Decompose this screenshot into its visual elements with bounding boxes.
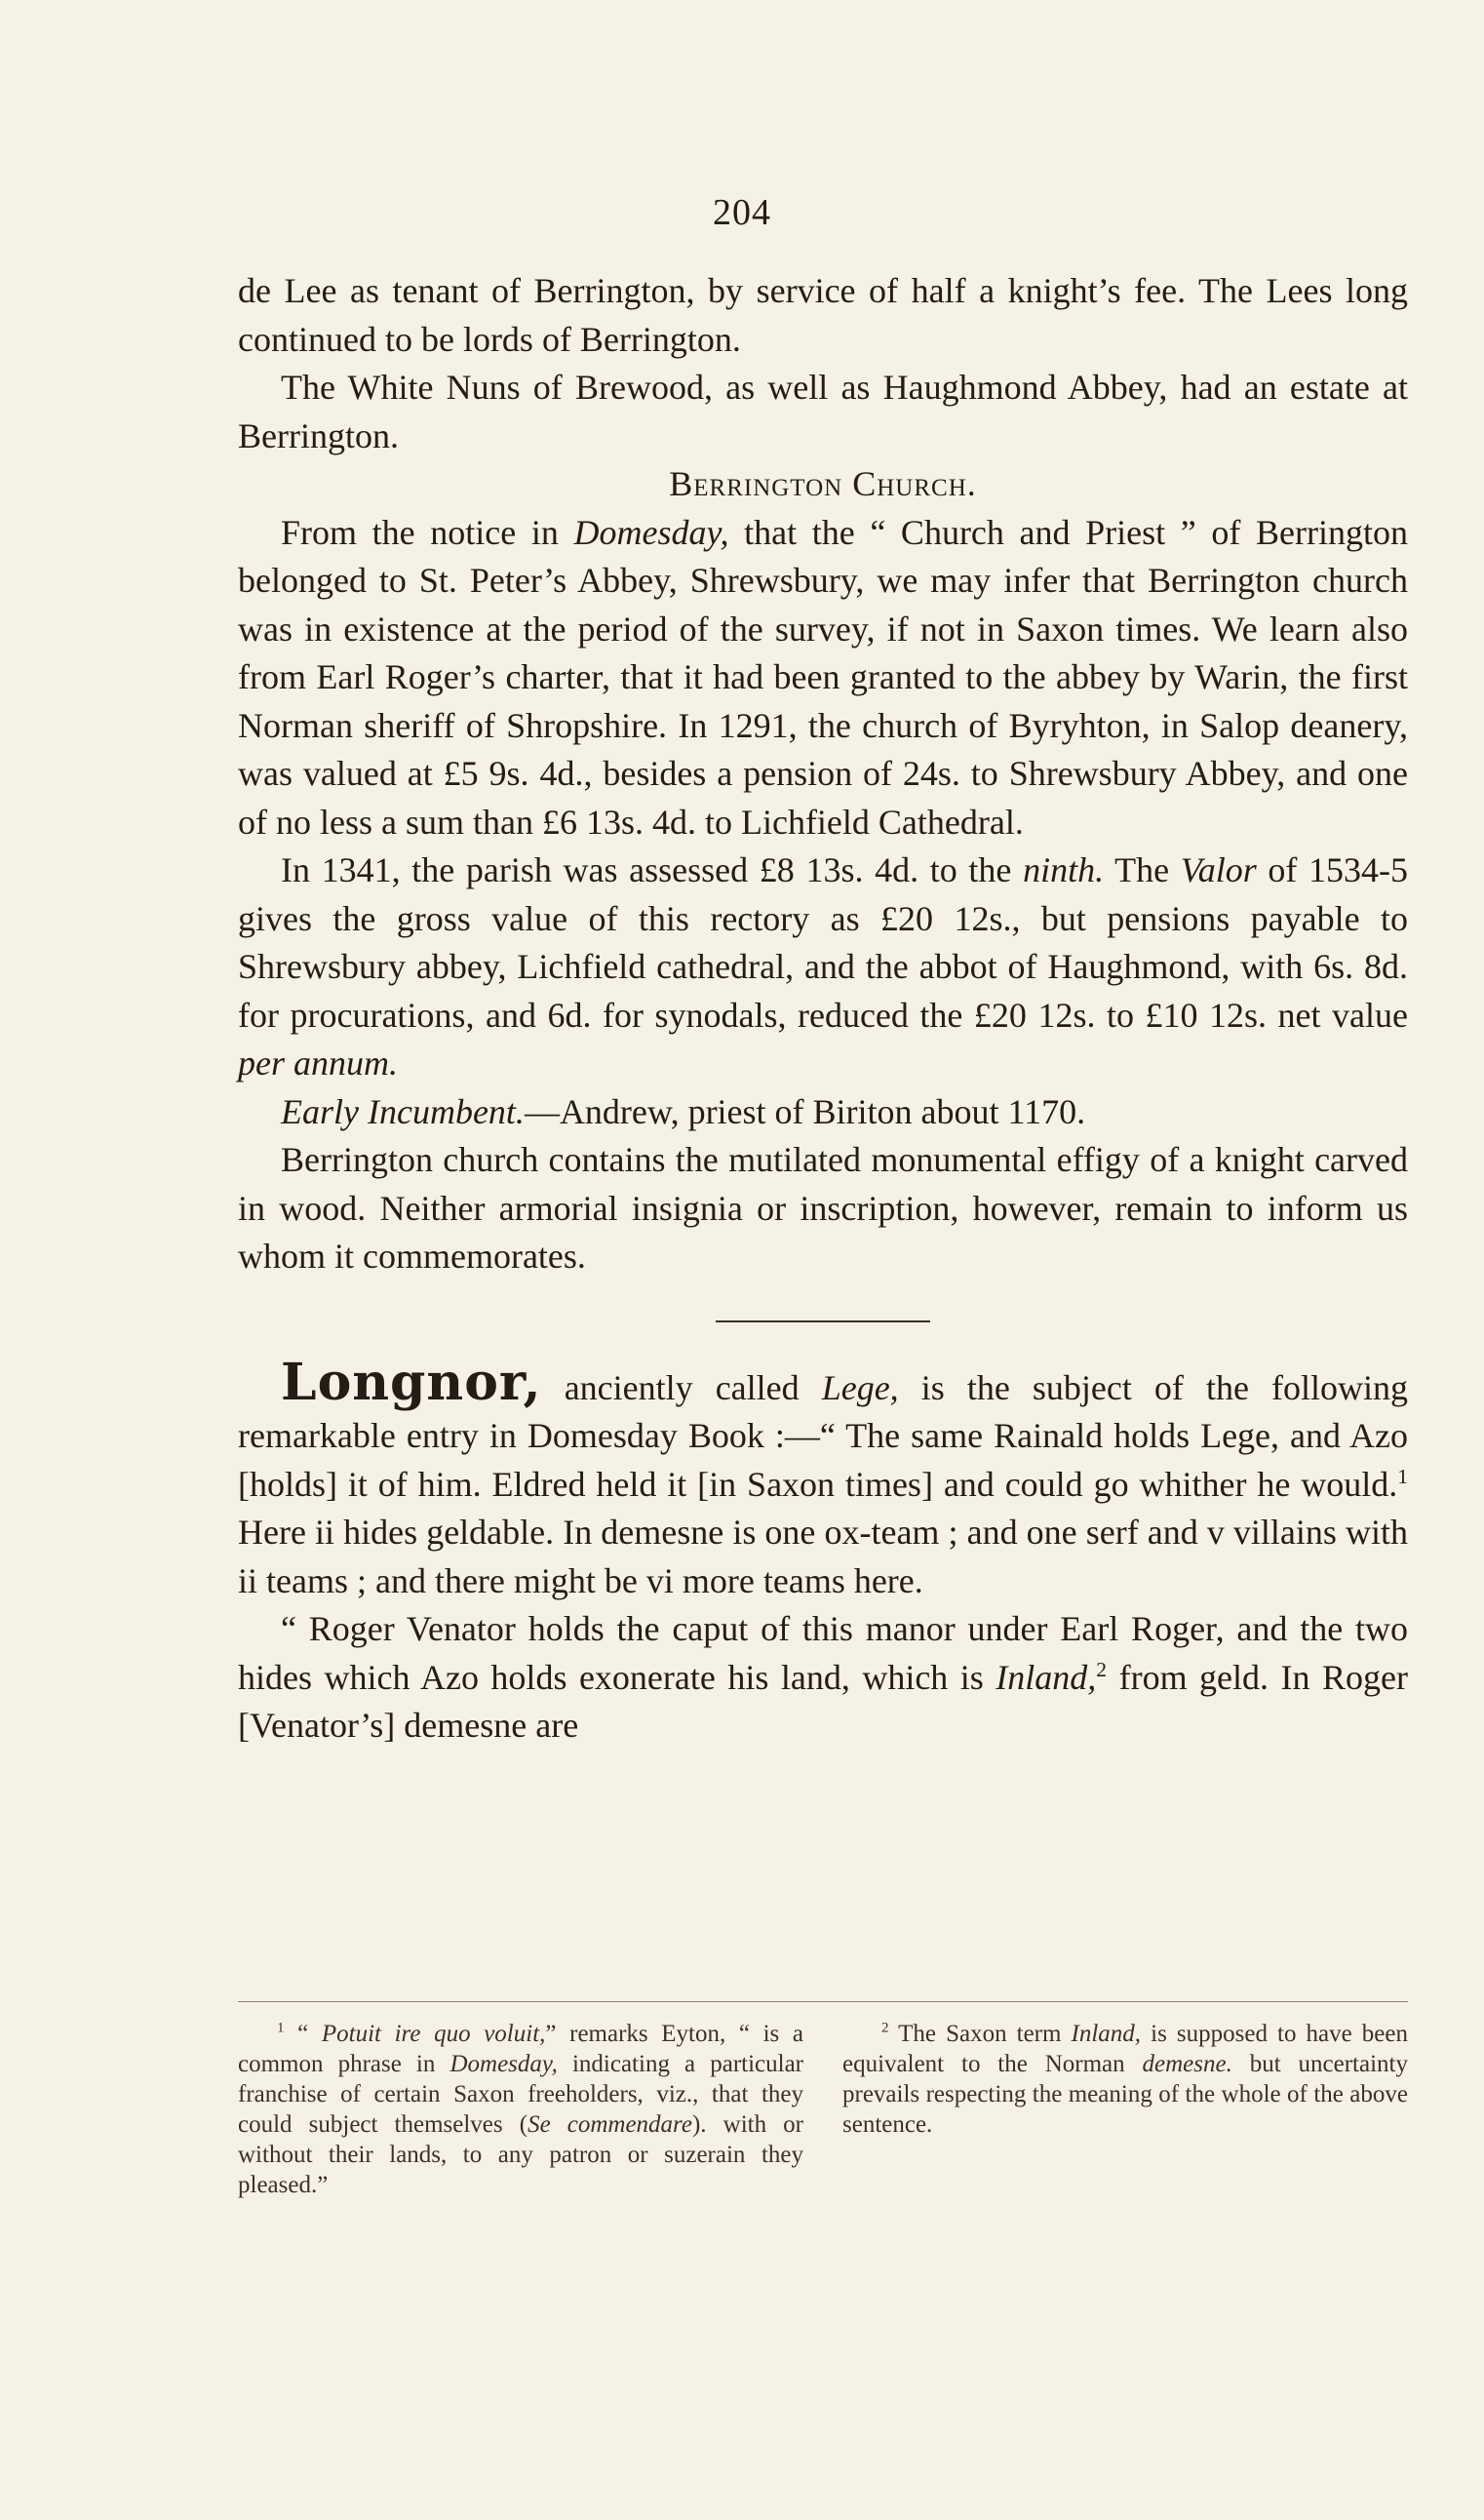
text-run: “ [284,2021,322,2047]
paragraph-early-incumbent [238,1088,1408,1137]
italic-run: Se commendare [527,2111,692,2138]
text-run: ). with or without their lands, to any patron or suzerain they pleased.” [238,2111,804,2198]
text-run: ” remarks Eyton, “ is a common phrase in [238,2021,803,2077]
section-heading-berrington-church: Berrington Church. [669,464,977,503]
footnote-2 [842,2019,1408,2200]
text-run: anciently called [541,1367,822,1407]
italic-run: Early Incumbent. [281,1091,525,1131]
text-run: of 1534-5 gives the gross value of this rectory as £20 12s., but pensions payable to Shrewsbury abbey, Lichfield cathedral, and the abbot of Haughmond, with 6s. 8d. for procurations, and 6d. for synodals, reduced the £20 12s. to £10 12s. net value [238,850,1408,1035]
italic-run: demesne. [1142,2051,1232,2077]
section-divider [716,1320,930,1322]
text-run: The Saxon term [888,2021,1072,2047]
italic-run: Lege, [821,1367,899,1407]
text-run: is the subject of the following remarkable entry in Domesday Book :—“ The same Rainald holds Lege, and Azo [holds] it of him. Eldred held it [in Saxon times] and could go whither he would. [238,1367,1408,1504]
blackletter-initial-word: Longnor, [281,1352,542,1412]
text-run: indicating a particular franchise of certain Saxon freeholders, viz., that they could subject themselves ( [238,2051,803,2138]
paragraph-assessment-1341 [238,847,1408,1088]
italic-run: per annum. [238,1043,398,1083]
footnote-divider [238,2001,1408,2002]
text-run: from geld. In Roger [Venator’s] demesne are [238,1657,1408,1745]
text-run: “ Roger Venator holds the caput of this manor under Earl Roger, and the two hides which Azo holds exonerate his land, which is [238,1609,1408,1697]
paragraph-white-nuns: The White Nuns of Brewood, as well as Haughmond Abbey, had an estate at Berrington. [238,368,1408,455]
italic-run: Potuit ire quo voluit, [321,2021,546,2047]
paragraph-longnor [238,1352,1408,1606]
italic-run: ninth. [1023,850,1105,889]
italic-run: Inland, [996,1657,1097,1697]
text-run: In 1341, the parish was assessed £8 13s. 4d. to the [281,850,1024,889]
text-run: —Andrew, priest of Biriton about 1170. [524,1091,1086,1131]
text-run: is supposed to have been equivalent to the Norman [842,2021,1408,2077]
italic-run: Inland, [1071,2021,1142,2047]
text-run: that the “ Church and Priest ” of Berrington belonged to St. Peter’s Abbey, Shrewsbury, we may infer that Berrington church was in existence at the period of the survey, if not in Saxon times. We learn also from Earl Roger’s charter, that it had been granted to the abbey by Warin, the first Norman sheriff of Shropshire. In 1291, the church of Byryhton, in Salop deanery, was valued at £5 9s. 4d., besides a pension of 24s. to Shrewsbury Abbey, and one of no less a sum than £6 13s. 4d. to Lichfield Cathedral. [238,512,1408,842]
paragraph-domesday-notice [238,509,1408,847]
italic-run: Domesday, [573,512,729,552]
text-run: The [1104,850,1181,889]
footnote-marker: 2 [881,2020,889,2036]
text-run: Here ii hides geldable. In demesne is one ox-team ; and one serf and v villains with ii teams ; and there might be vi more teams here. [238,1513,1408,1600]
italic-run: Valor [1180,850,1257,889]
footnote-ref-1[interactable]: 1 [1397,1464,1408,1488]
paragraph-roger-venator [238,1605,1408,1751]
main-text [238,267,1408,1751]
italic-run: Domesday, [449,2051,558,2077]
page-number: 204 [713,192,771,233]
paragraph-effigy: Berrington church contains the mutilated monumental effigy of a knight carved in wood. Neither armorial insignia or inscription, however, remain to inform us whom it commemorates. [238,1140,1408,1276]
footnote-ref-2[interactable]: 2 [1096,1657,1108,1681]
text-run: From the notice in [281,512,574,552]
text-run: but uncertainty prevails respecting the meaning of the whole of the above sentence. [842,2051,1408,2138]
footnote-1 [238,2019,803,2200]
paragraph-de-lee: de Lee as tenant of Berrington, by service of half a knight’s fee. The Lees long continued to be lords of Berrington. [238,271,1408,359]
footnote-marker: 1 [277,2020,285,2036]
footnotes [238,2019,1408,2200]
